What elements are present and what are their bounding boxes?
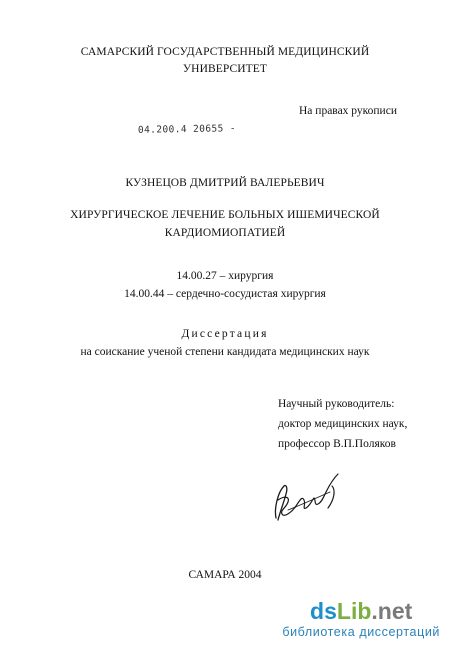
university-name-line-1: САМАРСКИЙ ГОСУДАРСТВЕННЫЙ МЕДИЦИНСКИЙ	[80, 46, 370, 58]
watermark-net: .net	[371, 598, 413, 624]
dissertation-title-line-1: ХИРУРГИЧЕСКОЕ ЛЕЧЕНИЕ БОЛЬНЫХ ИШЕМИЧЕСКОЙ	[70, 209, 380, 221]
city-and-year: САМАРА 2004	[188, 569, 262, 581]
watermark-ds: ds	[310, 598, 337, 624]
dissertation-title-line-2: КАРДИОМИОПАТИЕЙ	[164, 227, 286, 239]
university-name-line-2: УНИВЕРСИТЕТ	[182, 63, 268, 75]
degree-statement: на соискание ученой степени кандидата медицинских наук	[80, 346, 370, 358]
supervisor-label: Научный руководитель:	[278, 398, 395, 410]
specialty-code-2: 14.00.44 – сердечно-сосудистая хирургия	[124, 288, 326, 300]
manuscript-rights-note: На правах рукописи	[299, 105, 397, 117]
supervisor-degree: доктор медицинских наук,	[278, 418, 408, 430]
supervisor-name: профессор В.П.Поляков	[278, 438, 396, 450]
specialty-code-1: 14.00.27 – хирургия	[176, 270, 274, 282]
handwritten-signature	[268, 470, 358, 530]
watermark-lib: Lib	[336, 598, 372, 624]
dslib-watermark	[282, 598, 440, 639]
dslib-logo	[282, 598, 440, 624]
document-type: Диссертация	[181, 328, 269, 340]
watermark-subtitle: библиотека диссертаций	[282, 625, 440, 639]
author-name: КУЗНЕЦОВ ДМИТРИЙ ВАЛЕРЬЕВИЧ	[125, 177, 325, 189]
registration-stamp-number: 04.200.4 20655 -	[137, 123, 237, 136]
